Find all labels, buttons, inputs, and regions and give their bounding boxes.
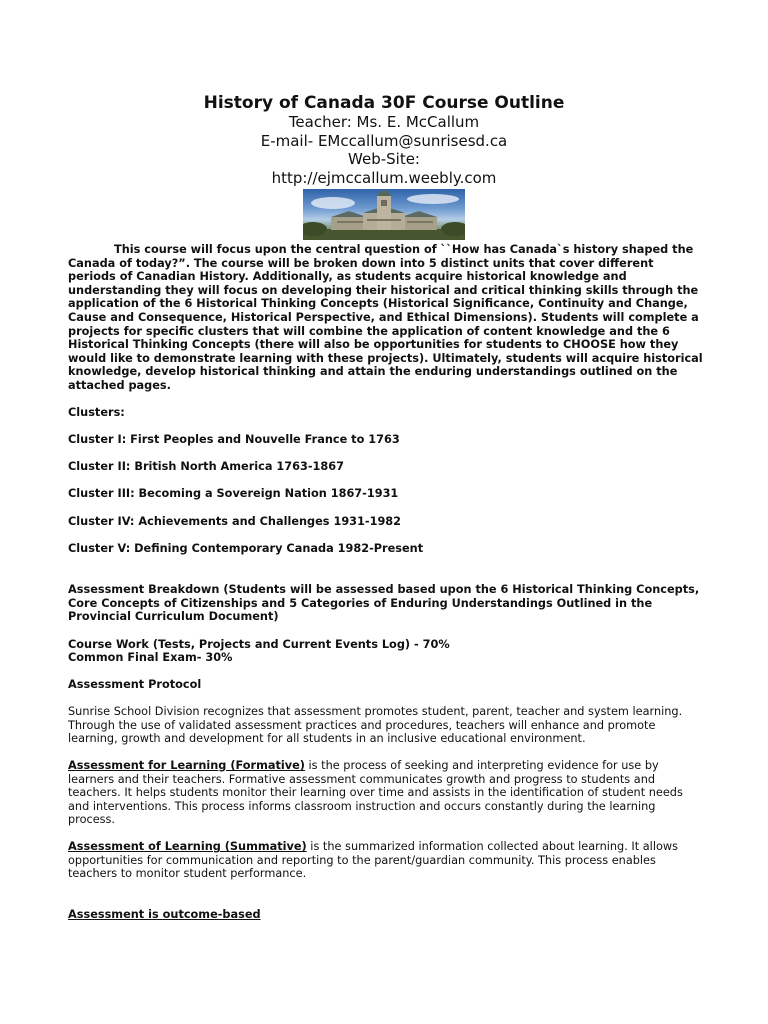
outcome-based-label: Assessment is outcome-based (68, 908, 261, 921)
email-line: E-mail- EMccallum@sunrisesd.ca (260, 131, 508, 150)
intro-paragraph: This course will focus upon the central question of ``How has Canada`s history shaped the Canada of today?”. The course will be broken down into 5 distinct units that cover different periods of Canadian History. Additionally, as students acquire historical knowledge and understanding they will focus on developing their historical and critical thinking skills through the application of the 6 Historical Thinking Concepts (Historical Significance, Continuity and Change, Cause and Consequence, Historical Perspective, and Ethical Dimensions). Students will complete a projects for specific clusters that will combine the application of content knowledge and the 6 Historical Thinking Concepts (there will also be opportunities for students to CHOOSE how they would like to demonstrate learning with these projects). Ultimately, students will acquire historical knowledge, develop historical thinking and attain the enduring understandings outlined on the attached pages. (68, 243, 703, 392)
summative-text: is the summarized information collected about learning. It allows opportunities for communication and reporting to the parent/guardian community. This process enables teachers to monitor student performance. (68, 840, 678, 881)
assessment-breakdown: Assessment Breakdown (Students will be assessed based upon the 6 Historical Thinking Concepts, Core Concepts of Citizenships and 5 Categories of Enduring Understandings Outlined in the Provincial Curriculum Document) (68, 583, 700, 624)
formative-paragraph (68, 759, 704, 827)
course-work-weight: Course Work (Tests, Projects and Current Events Log) - 70% (68, 638, 450, 651)
outcome-based-heading (68, 908, 704, 922)
document-header (0, 93, 768, 187)
assessment-protocol-heading: Assessment Protocol (68, 678, 202, 691)
assessment-protocol-text: Sunrise School Division recognizes that assessment promotes student, parent, teacher and system learning. Through the use of validated assessment practices and procedures, teachers will enhance and promote learning, growth and development for all students in an inclusive educational environment. (68, 705, 683, 746)
final-exam-weight: Common Final Exam- 30% (68, 651, 233, 664)
cluster-item-1: Cluster I: First Peoples and Nouvelle France to 1763 (68, 433, 400, 446)
clusters-heading: Clusters: (68, 406, 125, 419)
formative-term: Assessment for Learning (Formative) (68, 759, 305, 772)
website-url: http://ejmccallum.weebly.com (271, 168, 497, 187)
cluster-item-2: Cluster II: British North America 1763-1867 (68, 460, 344, 473)
summative-paragraph (68, 840, 704, 881)
cluster-item-3: Cluster III: Becoming a Sovereign Nation 1867-1931 (68, 487, 399, 500)
website-label: Web-Site: (348, 150, 420, 168)
parliament-building-image (303, 189, 465, 240)
summative-term: Assessment of Learning (Summative) (68, 840, 307, 853)
page-title: History of Canada 30F Course Outline (203, 93, 565, 113)
formative-text: is the process of seeking and interpreting evidence for use by learners and their teachers. Formative assessment communicates growth and progress to students and teachers. It helps students monitor their learning over time and assists in the identification of student needs and interventions. This process informs classroom instruction and occurs constantly during the learning process. (68, 759, 683, 827)
cluster-item-4: Cluster IV: Achievements and Challenges 1931-1982 (68, 515, 402, 528)
cluster-item-5: Cluster V: Defining Contemporary Canada 1982-Present (68, 542, 424, 555)
teacher-line: Teacher: Ms. E. McCallum (288, 113, 480, 131)
